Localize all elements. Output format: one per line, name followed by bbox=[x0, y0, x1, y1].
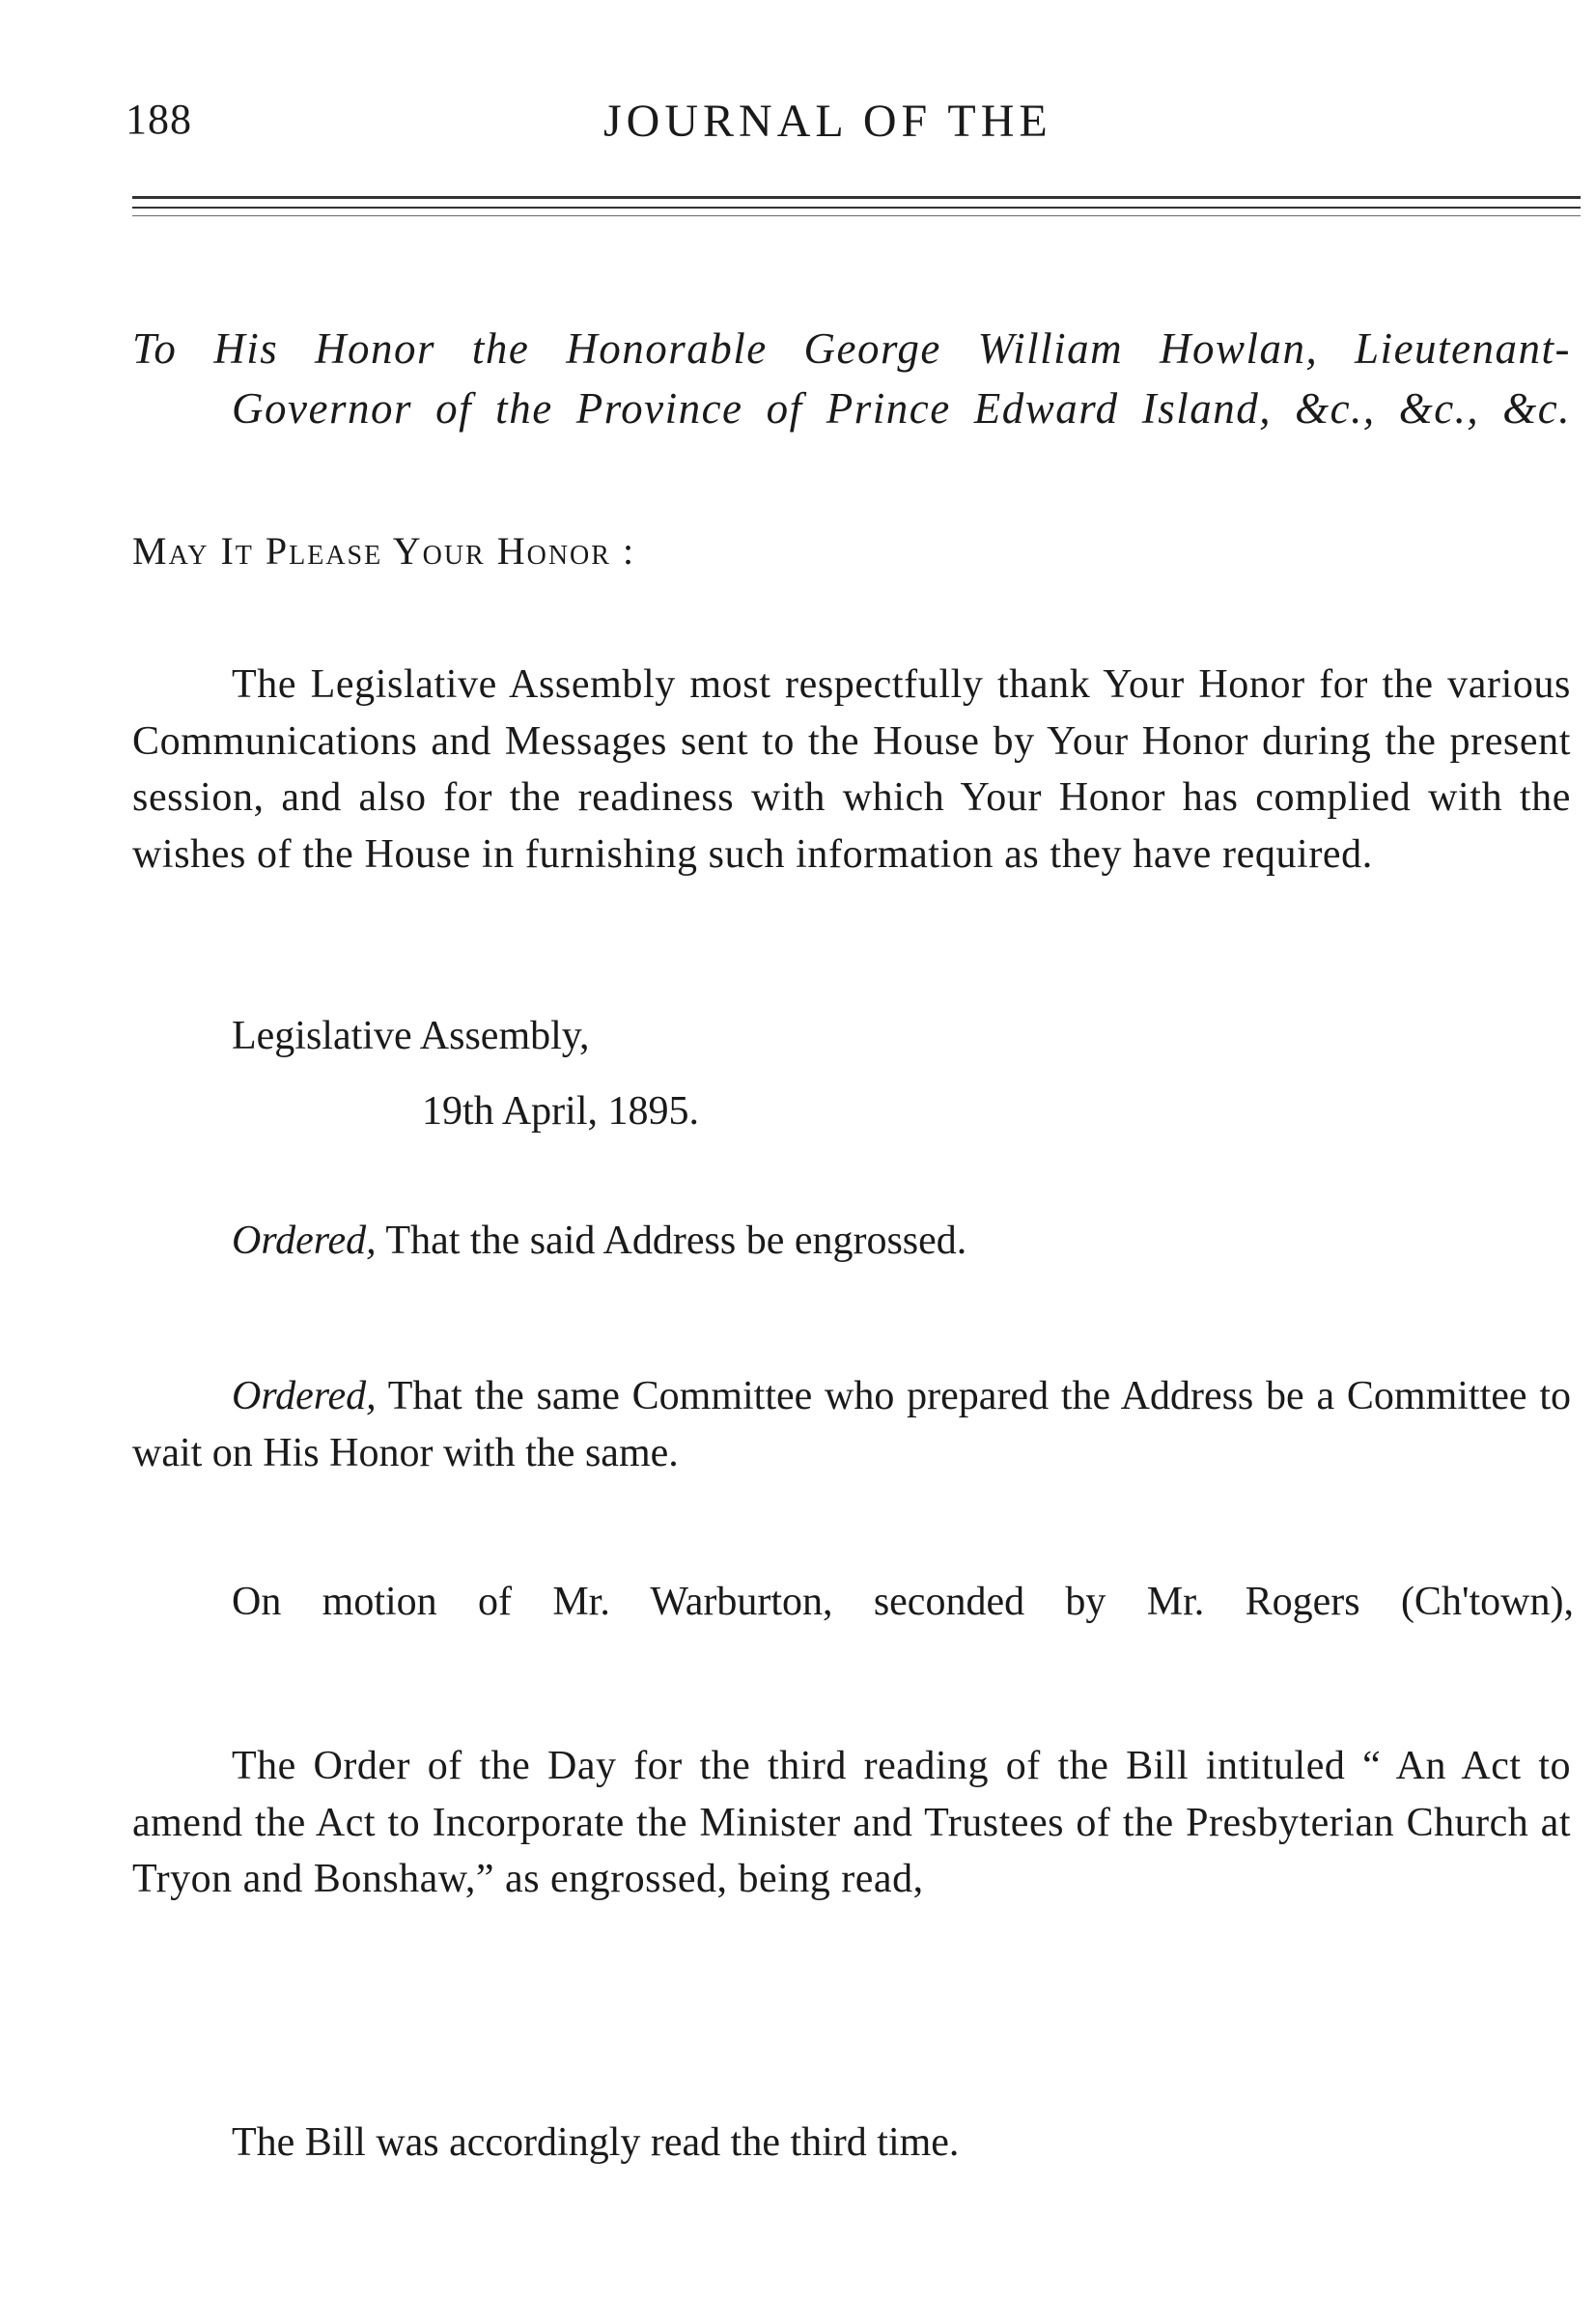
final-paragraph: The Bill was accordingly read the third time. bbox=[232, 2120, 960, 2165]
header-rule bbox=[132, 196, 1581, 199]
page-header bbox=[116, 95, 1593, 153]
address-line-1: To His Honor the Honorable George William Howlan, Lieutenant- bbox=[132, 324, 1571, 373]
header-rule bbox=[132, 207, 1581, 209]
ordered-label: Ordered, bbox=[232, 1374, 377, 1418]
signature-date: 19th April, 1895. bbox=[422, 1089, 700, 1134]
signature-place: Legislative Assembly, bbox=[232, 1014, 590, 1058]
ordered-paragraph-1 bbox=[232, 1213, 966, 1269]
ordered-paragraph-2 bbox=[132, 1368, 1571, 1482]
running-head: JOURNAL OF THE bbox=[603, 96, 1052, 147]
address-line-2: Governor of the Province of Prince Edward Island, &c., &c., &c. bbox=[232, 384, 1571, 433]
salutation: May It Please Your Honor : bbox=[132, 529, 636, 573]
ordered-text: That the said Address be engrossed. bbox=[376, 1219, 967, 1263]
address-heading bbox=[132, 319, 1571, 438]
ordered-label: Ordered, bbox=[232, 1219, 377, 1263]
header-rule bbox=[132, 215, 1581, 216]
address-body: The Legislative Assembly most respectfully thank Your Honor for the various Communications and Messages sent to the House by Your Honor during the present session, and also for the readiness with which Your Honor has complied with the wishes of the House in furnishing such information as they have required. bbox=[132, 662, 1571, 877]
motion-paragraph: On motion of Mr. Warburton, seconded by Mr. Rogers (Ch'town), bbox=[232, 1580, 1574, 1624]
page-number: 188 bbox=[126, 96, 192, 143]
ordered-text: That the same Committee who prepared the Address be a Committee to wait on His Honor with the same. bbox=[132, 1374, 1571, 1475]
order-of-day-paragraph: The Order of the Day for the third reading of the Bill intituled “ An Act to amend the Act to Incorporate the Minister and Trustees of the Presbyterian Church at Tryon and Bonshaw,” as engrossed, being read, bbox=[132, 1744, 1571, 1901]
